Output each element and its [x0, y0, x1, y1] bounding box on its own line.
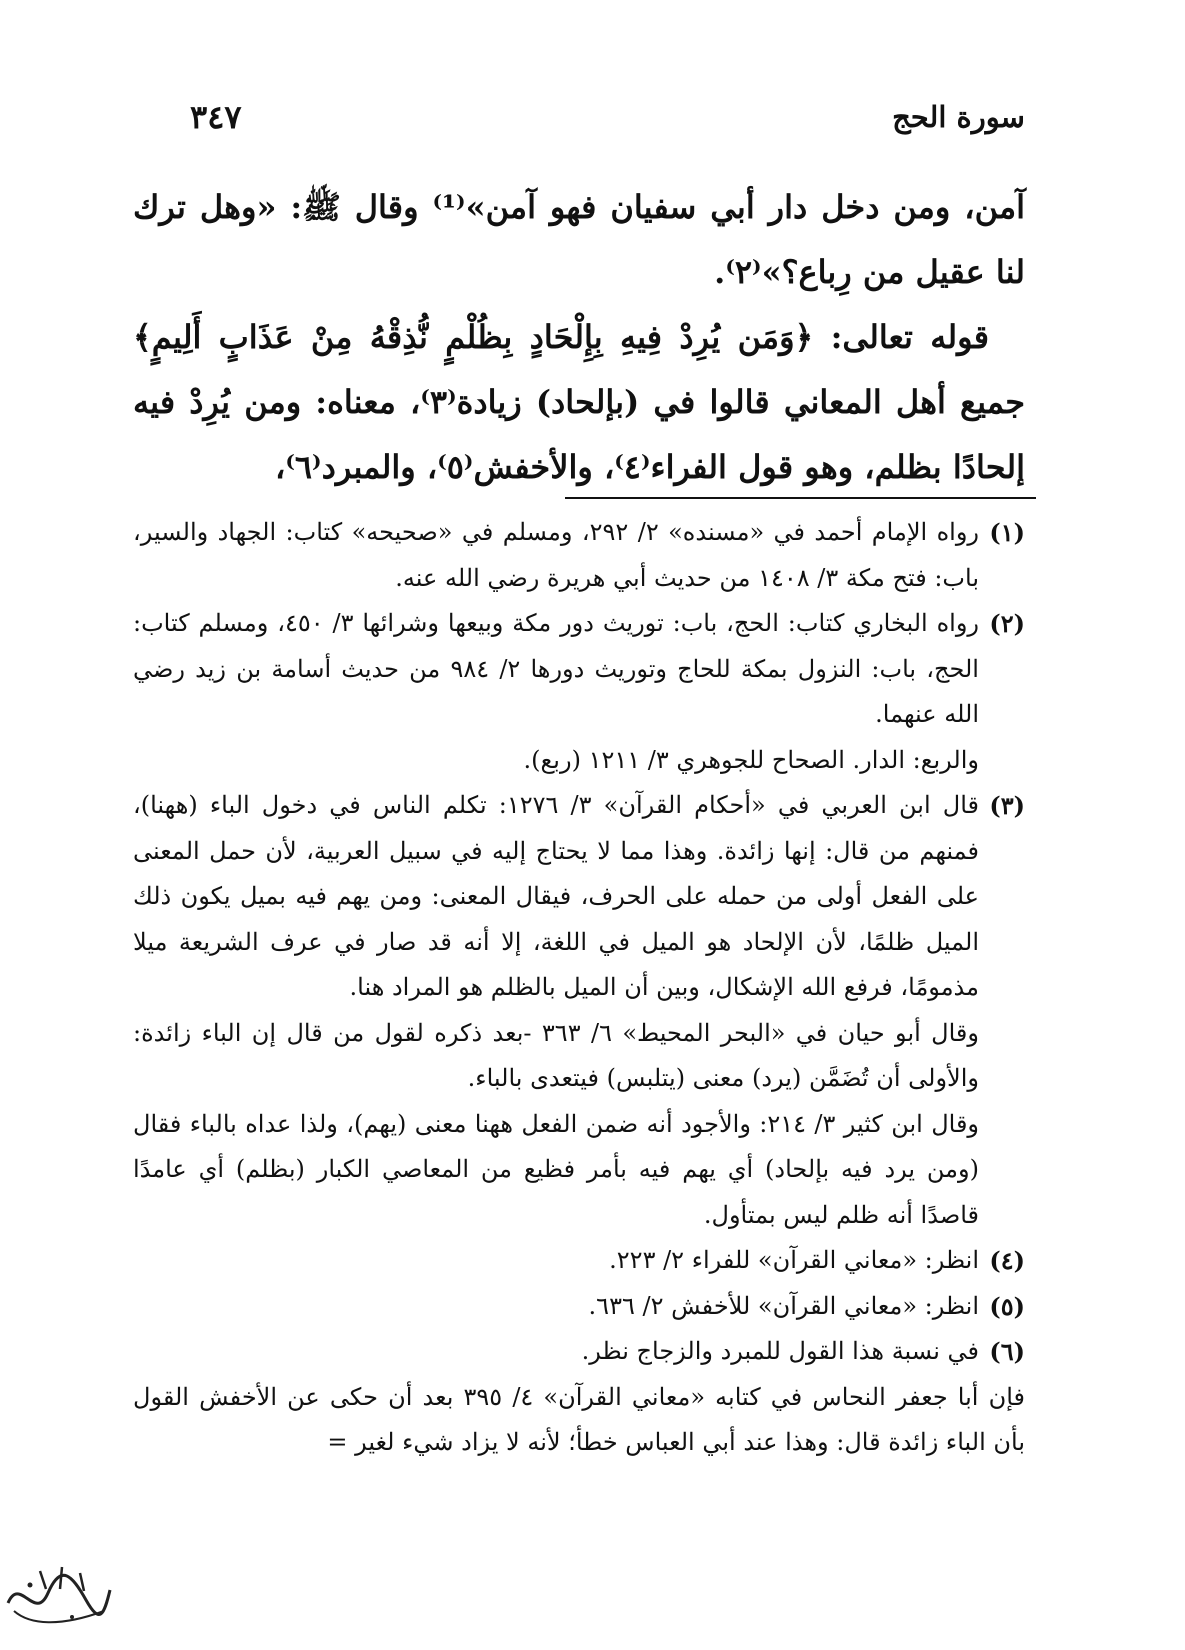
footnote: [133, 1329, 1025, 1375]
footnote-text: رواه الإمام أحمد في «مسنده» ٢/ ٢٩٢، ومسلم في «صحيحه» كتاب: الجهاد والسير، باب: فتح مكة ٣/ ١٤٠٨ من حديث أبي هريرة رضي الله عنه.: [133, 518, 980, 592]
footnote-continuation: فإن أبا جعفر النحاس في كتابه «معاني القرآن» ٤/ ٣٩٥ بعد أن حكى عن الأخفش القول بأن الباء زائدة قال: وهذا عند أبي العباس خطأ؛ لأنه لا يزاد شيء لغير =: [133, 1382, 1025, 1456]
footnote-text: والربع: الدار. الصحاح للجوهري ٣/ ١٢١١ (ربع).: [523, 745, 979, 774]
footnote-text: انظر: «معاني القرآن» للأخفش ٢/ ٦٣٦.: [588, 1291, 979, 1320]
footnote-text: وقال ابن كثير ٣/ ٢١٤: والأجود أنه ضمن الفعل ههنا معنى (يهم)، ولذا عداه بالباء فقال (ومن يرد فيه بإلحاد) أي يهم فيه بأمر فظيع من المعاصي الكبار (بظلم) أي عامدًا قاصدًا أنه ظلم ليس بمتأول.: [133, 1109, 979, 1229]
page-number: ٣٤٧: [190, 98, 242, 136]
surah-title: سورة الحج: [892, 100, 1025, 134]
footnote-text: رواه البخاري كتاب: الحج، باب: توريث دور مكة وبيعها وشرائها ٣/ ٤٥٠، ومسلم كتاب: الحج، باب: النزول بمكة للحاج وتوريث دورها ٢/ ٩٨٤ من حديث أسامة بن زيد رضي الله عنهما.: [133, 609, 979, 728]
footnote-number: (٤): [989, 1246, 1025, 1275]
footnotes: [133, 510, 1025, 1466]
footnote-number: (٦): [989, 1337, 1025, 1366]
footnote: [133, 510, 1025, 601]
footnote-text: وقال أبو حيان في «البحر المحيط» ٦/ ٣٦٣ -بعد ذكره لقول من قال إن الباء زائدة: والأولى أن تُضَمَّن (يرد) معنى (يتلبس) فيتعدى بالباء.: [133, 1018, 979, 1092]
main-text: [133, 175, 1025, 500]
footnote-separator: [565, 497, 1036, 499]
footnote-text: في نسبة هذا القول للمبرد والزجاج نظر.: [581, 1337, 979, 1365]
footnote: [133, 601, 1025, 783]
footnote: [133, 783, 1025, 1238]
footnote: [133, 1284, 1025, 1330]
footnote-number: (٢): [989, 609, 1025, 638]
footnote-number: (٣): [989, 791, 1025, 820]
publisher-logo: [0, 1545, 115, 1645]
page-header: [190, 92, 1025, 142]
footnote-text: انظر: «معاني القرآن» للفراء ٢/ ٢٢٣.: [609, 1246, 979, 1274]
footnote-number: (١): [989, 518, 1025, 547]
main-paragraph: آمن، ومن دخل دار أبي سفيان فهو آمن»⁽¹⁾ وقال ﷺ: «وهل ترك لنا عقيل من رِباع؟»⁽٢⁾.: [133, 188, 1026, 291]
footnote-number: (٥): [989, 1291, 1025, 1321]
main-paragraph: قوله تعالى: ﴿وَمَن يُرِدْ فِيهِ بِإِلْحَادٍ بِظُلْمٍ نُّذِقْهُ مِنْ عَذَابٍ أَلِيمٍ﴾ جميع أهل المعاني قالوا في (بإلحاد) زيادة⁽٣⁾، معناه: ومن يُرِدْ فيه إلحادًا بظلم، وهو قول الفراء⁽٤⁾، والأخفش⁽٥⁾، والمبرد⁽٦⁾،: [133, 318, 1026, 486]
footnote-text: قال ابن العربي في «أحكام القرآن» ٣/ ١٢٧٦: تكلم الناس في دخول الباء (ههنا)، فمنهم من قال: إنها زائدة. وهذا مما لا يحتاج إليه في سبيل العربية، لأن حمل المعنى على الفعل أولى من حمله على الحرف، فيقال المعنى: ومن يهم فيه بميل يكون ذلك الميل ظلمًا، لأن الإلحاد هو الميل في اللغة، إلا أنه قد صار في عرف الشريعة ميلا مذمومًا، فرفع الله الإشكال، وبين أن الميل بالظلم هو المراد هنا.: [133, 791, 979, 1001]
footnote: [133, 1238, 1025, 1284]
